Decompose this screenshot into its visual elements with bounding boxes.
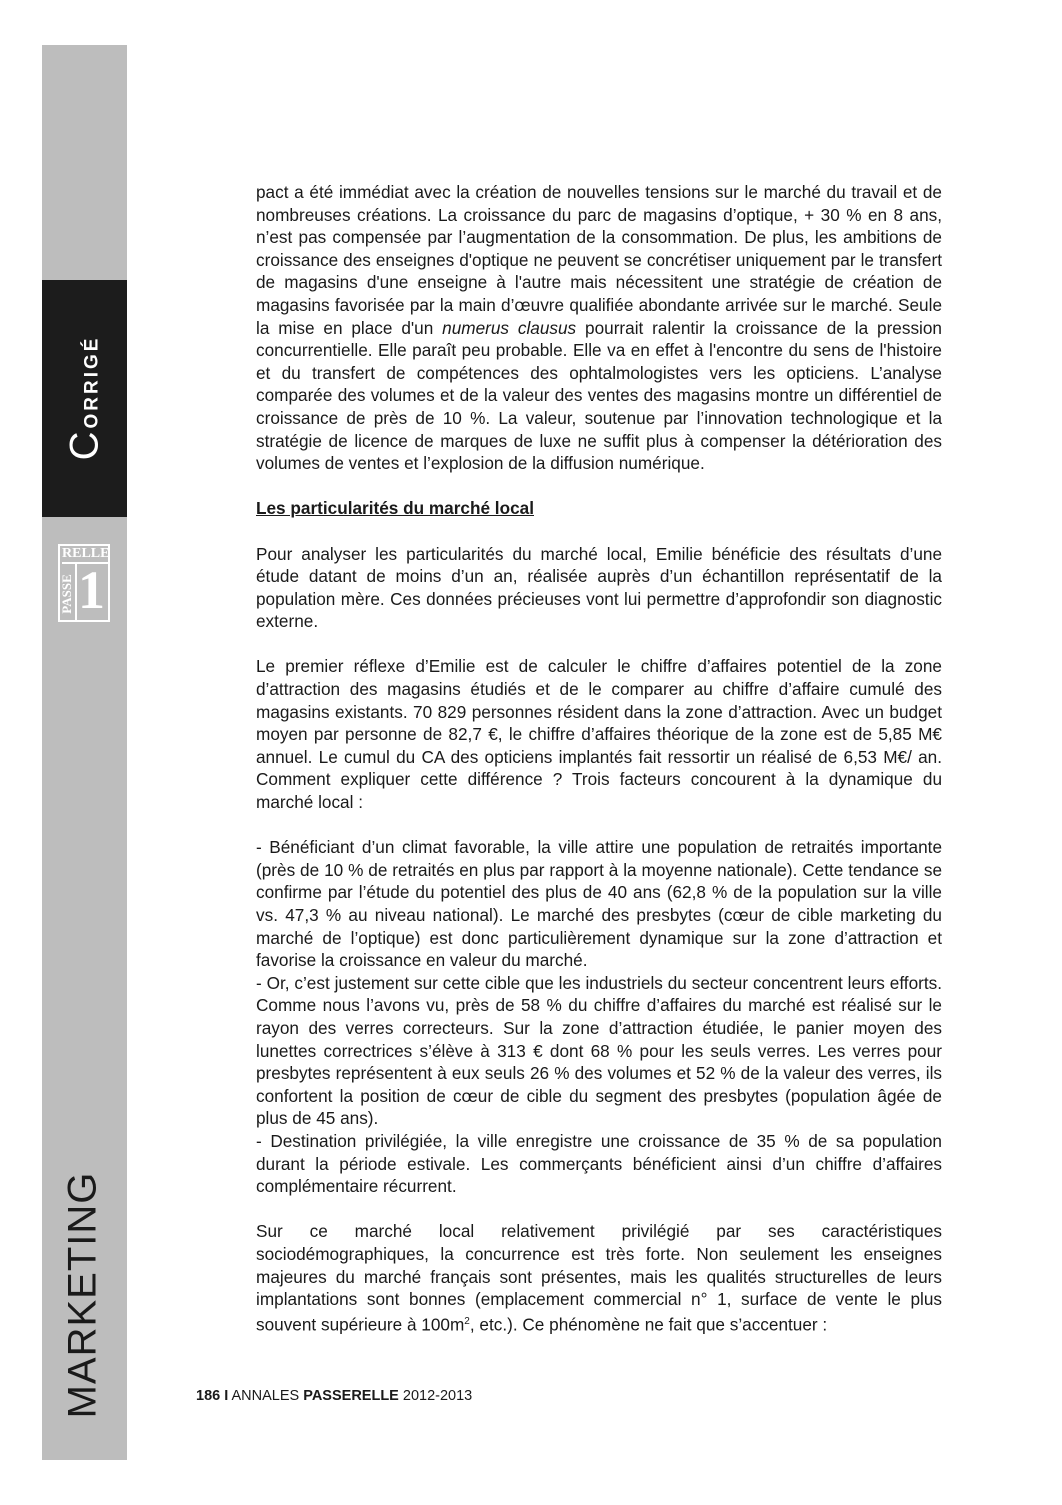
logo-divider [75, 563, 77, 620]
page-number: 186 [196, 1388, 221, 1404]
footer-years: 2012-2013 [402, 1388, 473, 1404]
logo-relle-text: RELLE [62, 546, 108, 564]
bullet-1: - Bénéficiant d’un climat favorable, la ville attire une population de retraités importante (près de 10 % de retraités en plus par rapport à la moyenne nationale). Cette tendance se confirme par l’étude du potentiel des plus de 40 ans (62,8 % de la population sur la ville vs. 47,3 % au niveau national). Le marché des presbytes (cœur de cible marketing du marché de l’optique) est donc particulièrement dynamique sur la zone d’attraction et favorise la croissance en valeur du marché. [256, 837, 942, 971]
page-footer [196, 1388, 472, 1404]
logo-passe-text: PASSE [59, 574, 74, 614]
footer-brand: PASSERELLE [303, 1388, 399, 1404]
passerelle-logo [58, 544, 110, 622]
paragraph-3: Le premier réflexe d’Emilie est de calculer le chiffre d’affaires potentiel de la zone d’attraction des magasins étudiés et de le comparer au chiffre d’affaire cumulé des magasins existants. 70 829 personnes résident dans la zone d’attraction. Avec un budget moyen par personne de 82,7 €, le chiffre d’affaires théorique de la zone est de 5,85 M€ annuel. Le cumul du CA des opticiens implantés fait ressortir un réalisé de 6,53 M€/ an. Comment expliquer cette différence ? Trois facteurs concourent à la dynamique du marché local : [256, 656, 942, 813]
footer-separator: I [224, 1388, 229, 1404]
main-text [256, 181, 942, 1336]
section-heading: Les particularités du marché local [256, 498, 534, 519]
paragraph-1-part-b: pourrait ralentir la croissance de la pression concurrentielle. Elle paraît peu probable. Elle va en effet à l'encontre du sens de l'histoire et du transfert de compétences des ophtalmologistes vers les opticiens. L’analyse comparée des volumes et de la valeur des ventes des magasins montre un différentiel de croissance de près de 10 %. La valeur, soutenue par l’innovation technologique et la stratégie de licence de marques de luxe ne suffit plus à compenser la détérioration des volumes de ventes et l’explosion de la diffusion numérique. [256, 317, 942, 474]
footer-annales: ANNALES [231, 1388, 300, 1404]
bullet-2: - Or, c’est justement sur cette cible que les industriels du secteur concentrent leurs efforts. Comme nous l’avons vu, près de 58 % du chiffre d’affaires du marché est réalisé sur le rayon des verres correcteurs. Sur la zone d’attraction étudiée, le panier moyen des lunettes correctrices s’élève à 313 € dont 68 % pour les seuls verres. Les verres pour presbytes représentent à eux seuls 26 % des volumes et 52 % de la valeur des verres, ils confortent la position de cœur de cible du segment des presbytes (population âgée de plus de 45 ans). [256, 972, 942, 1129]
paragraph-1-part-a: pact a été immédiat avec la création de nouvelles tensions sur le marché du travail et de nombreuses créations. La croissance du parc de magasins d’optique, + 30 % en 8 ans, n’est pas compensée par l’augmentation de la consommation. De plus, les ambitions de croissance des enseignes d'optique ne peuvent se concrétiser uniquement par le transfert de magasins d'une enseigne à l'autre mais nécessitent une stratégie de création de magasins favorisée par la main d’œuvre qualifiée abondante arrivée sur le marché. Seule la mise en place d'un [256, 182, 942, 338]
paragraph-4 [256, 1220, 942, 1336]
section-label-initial: C [62, 428, 107, 461]
bullet-3: - Destination privilégiée, la ville enregistre une croissance de 35 % de sa population durant la période estivale. Les commerçants bénéficient ainsi d’un chiffre d’affaires complémentaire récurrent. [256, 1130, 942, 1197]
section-label [63, 336, 108, 461]
section-label-rest: orrigé [73, 335, 104, 429]
paragraph-1-italic: numerus clausus [442, 317, 577, 338]
paragraph-4-part-a: Sur ce marché local relativement privilégié par ses caractéristiques sociodémographiques, la concurrence est très forte. Non seulement les enseignes majeures du marché français sont présentes, mais les qualités structurelles de leurs implantations sont bonnes (emplacement commercial n° 1, surface de vente le plus souvent supérieure à 100m [256, 1221, 942, 1335]
paragraph-2: Pour analyser les particularités du marché local, Emilie bénéficie des résultats d’une étude datant de moins d’un an, réalisée auprès d’un échantillon représentatif de la population mère. Ces données précieuses vont lui permettre d’approfondir son diagnostic externe. [256, 543, 942, 632]
paragraph-4-part-b: , etc.). Ce phénomène ne fait que s’accentuer : [469, 1314, 828, 1335]
subject-label: MARKETING [60, 1171, 105, 1419]
logo-number: 1 [78, 560, 105, 620]
paragraph-4-superscript: 2 [464, 1315, 470, 1327]
paragraph-1 [256, 181, 942, 475]
